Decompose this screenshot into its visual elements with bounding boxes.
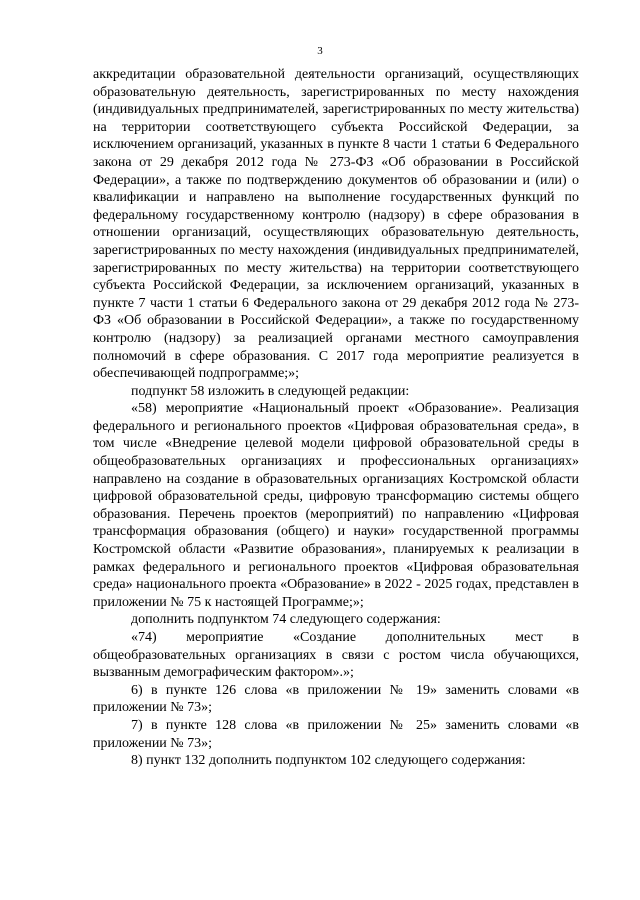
document-body (93, 66, 579, 770)
paragraph-subitem-58-intro: подпункт 58 изложить в следующей редакции: (131, 383, 410, 399)
paragraph-item-8: 8) пункт 132 дополнить подпунктом 102 следующего содержания: (131, 753, 526, 769)
paragraph-accreditation: аккредитации образовательной деятельности организаций, осуществляющих образовательную деятельность, зарегистрированных по месту нахождения (индивидуальных предпринимателей, зарегистрированных по месту жительства) на территории соответствующего субъекта Российской Федерации, за исключением организаций, указанных в пункте 8 части 1 статьи 6 Федерального закона от 29 декабря 2012 года № 273-ФЗ «Об образовании в Российской Федерации», а также по подтверждению документов об образовании и (или) о квалификации и направлено на выполнение государственных функций по федеральному государственному контролю (надзору) в сфере образования в отношении организаций, осуществляющих образовательную деятельность, зарегистрированных по месту нахождения (индивидуальных предпринимателей, зарегистрированных по месту жительства) на территории соответствующего субъекта Российской Федерации, за исключением организаций, указанных в пункте 7 части 1 статьи 6 Федерального закона от 29 декабря 2012 года № 273-ФЗ «Об образовании в Российской Федерации», а также по государственному контролю (надзору) за реализацией органами местного самоуправления полномочий в сфере образования. С 2017 года мероприятие реализуется в обеспечивающей подпрограмме;»; (93, 67, 579, 382)
paragraph-subitem-58-text: «58) мероприятие «Национальный проект «Образование». Реализация федерального и регионального проектов «Цифровая образовательная среда», в том числе «Внедрение целевой модели цифровой образовательной среды в общеобразовательных организациях и профессиональных организациях» направлено на создание в образовательных организациях Костромской области цифровой образовательной среды, цифровую трансформацию системы общего образования. Перечень проектов (мероприятий) по направлению «Цифровая трансформация образования (общего) и науки» государственной программы Костромской области «Развитие образования», планируемых к реализации в рамках федерального и регионального проектов «Цифровая образовательная среда» национального проекта «Образование» в 2022 - 2025 годах, представлен в приложении № 75 к настоящей Программе;»; (93, 401, 579, 610)
paragraph-subitem-74-intro: дополнить подпунктом 74 следующего содержания: (131, 612, 441, 628)
page-number: 3 (317, 45, 323, 57)
paragraph-item-6: 6) в пункте 126 слова «в приложении № 19» заменить словами «в приложении № 73»; (93, 682, 579, 716)
paragraph-item-7: 7) в пункте 128 слова «в приложении № 25» заменить словами «в приложении № 73»; (93, 717, 579, 751)
paragraph-subitem-74-text: «74) мероприятие «Создание дополнительных мест в общеобразовательных организациях в связи с ростом числа обучающихся, вызванным демографическим фактором».»; (93, 630, 579, 681)
